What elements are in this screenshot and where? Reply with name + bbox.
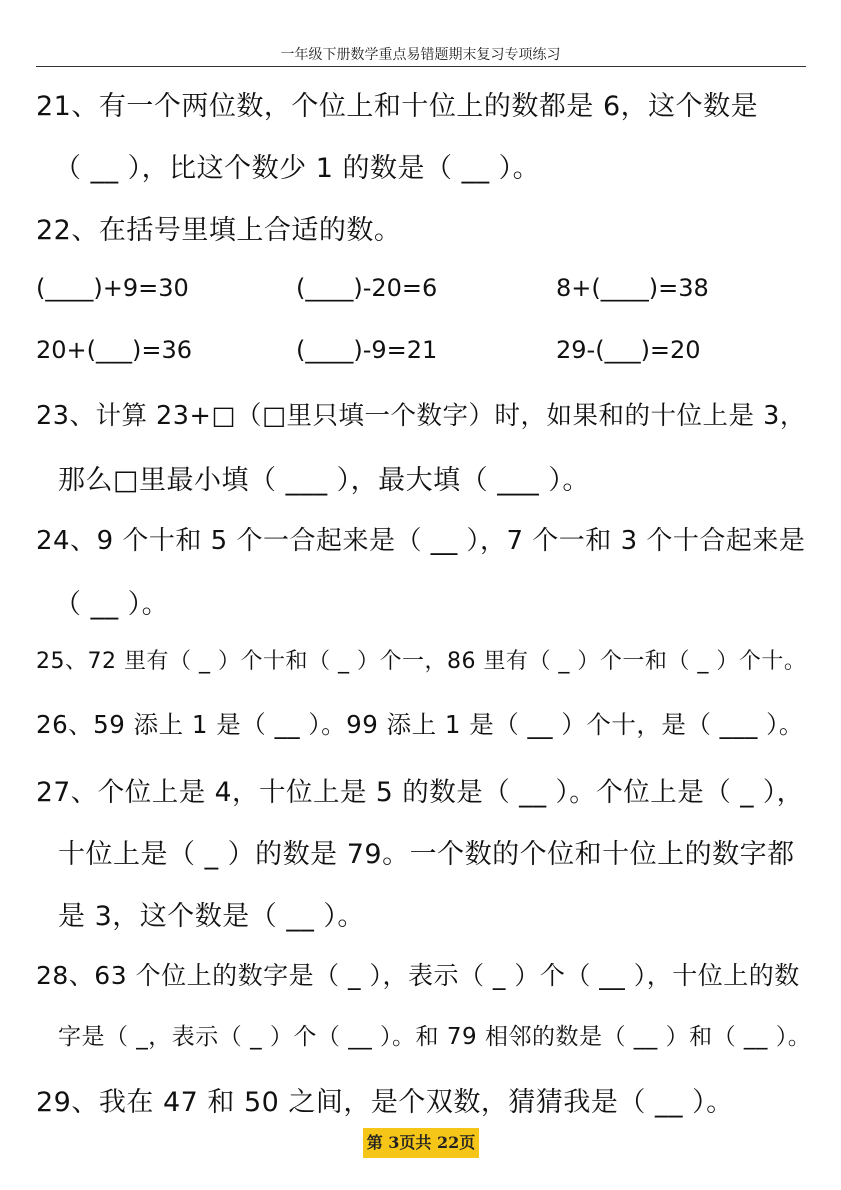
- question-23-line-1: 23、计算 23+□（□里只填一个数字）时，如果和的十位上是 3，: [36, 401, 806, 431]
- question-24-line-2: （ __ ）。: [54, 589, 170, 620]
- question-25-line-1: 25、72 里有（ _ ）个十和（ _ ）个一，86 里有（ _ ）个一和（ _ ）个十。: [36, 649, 807, 674]
- question-29-line-1: 29、我在 47 和 50 之间，是个双数，猜猜我是（ __ ）。: [36, 1087, 734, 1118]
- question-27-line-2: 十位上是（ _ ）的数是 79。一个数的个位和十位上的数字都: [58, 839, 795, 870]
- question-26-line-1: 26、59 添上 1 是（ __ ）。99 添上 1 是（ __ ）个十，是（ ___ ）。: [36, 710, 804, 739]
- equation-cell: 20+(___)=36: [36, 336, 193, 364]
- question-22-title: 22、在括号里填上合适的数。: [36, 215, 402, 246]
- question-27-line-1: 27、个位上是 4，十位上是 5 的数是（ __ ）。个位上是（ _ ），: [36, 777, 804, 808]
- header-divider: [36, 66, 806, 67]
- question-23-line-2: 那么□里最小填（ ___ ），最大填（ ___ ）。: [58, 465, 590, 496]
- question-21-line-1: 21、有一个两位数，个位上和十位上的数都是 6，这个数是: [36, 91, 759, 122]
- question-28-line-2: 字是（ _，表示（ _ ）个（ __ ）。和 79 相邻的数是（ __ ）和（ __ ）。: [58, 1024, 812, 1050]
- equation-cell: 8+(____)=38: [556, 274, 709, 302]
- question-28-line-1: 28、63 个位上的数字是（ _ ），表示（ _ ）个（ __ ），十位上的数: [36, 961, 800, 990]
- question-24-line-1: 24、9 个十和 5 个一合起来是（ __ ），7 个一和 3 个十合起来是: [36, 526, 806, 556]
- question-27-line-3: 是 3，这个数是（ __ ）。: [58, 901, 365, 932]
- equation-cell: (____)-20=6: [296, 274, 438, 302]
- question-21-line-2: （ __ ），比这个数少 1 的数是（ __ ）。: [54, 153, 541, 184]
- equation-cell: (____)-9=21: [296, 336, 438, 364]
- equation-cell: (____)+9=30: [36, 274, 189, 302]
- page-number-badge: 第 3页共 22页: [363, 1128, 479, 1158]
- document-header: 一年级下册数学重点易错题期末复习专项练习: [280, 47, 561, 63]
- equation-cell: 29-(___)=20: [556, 336, 701, 364]
